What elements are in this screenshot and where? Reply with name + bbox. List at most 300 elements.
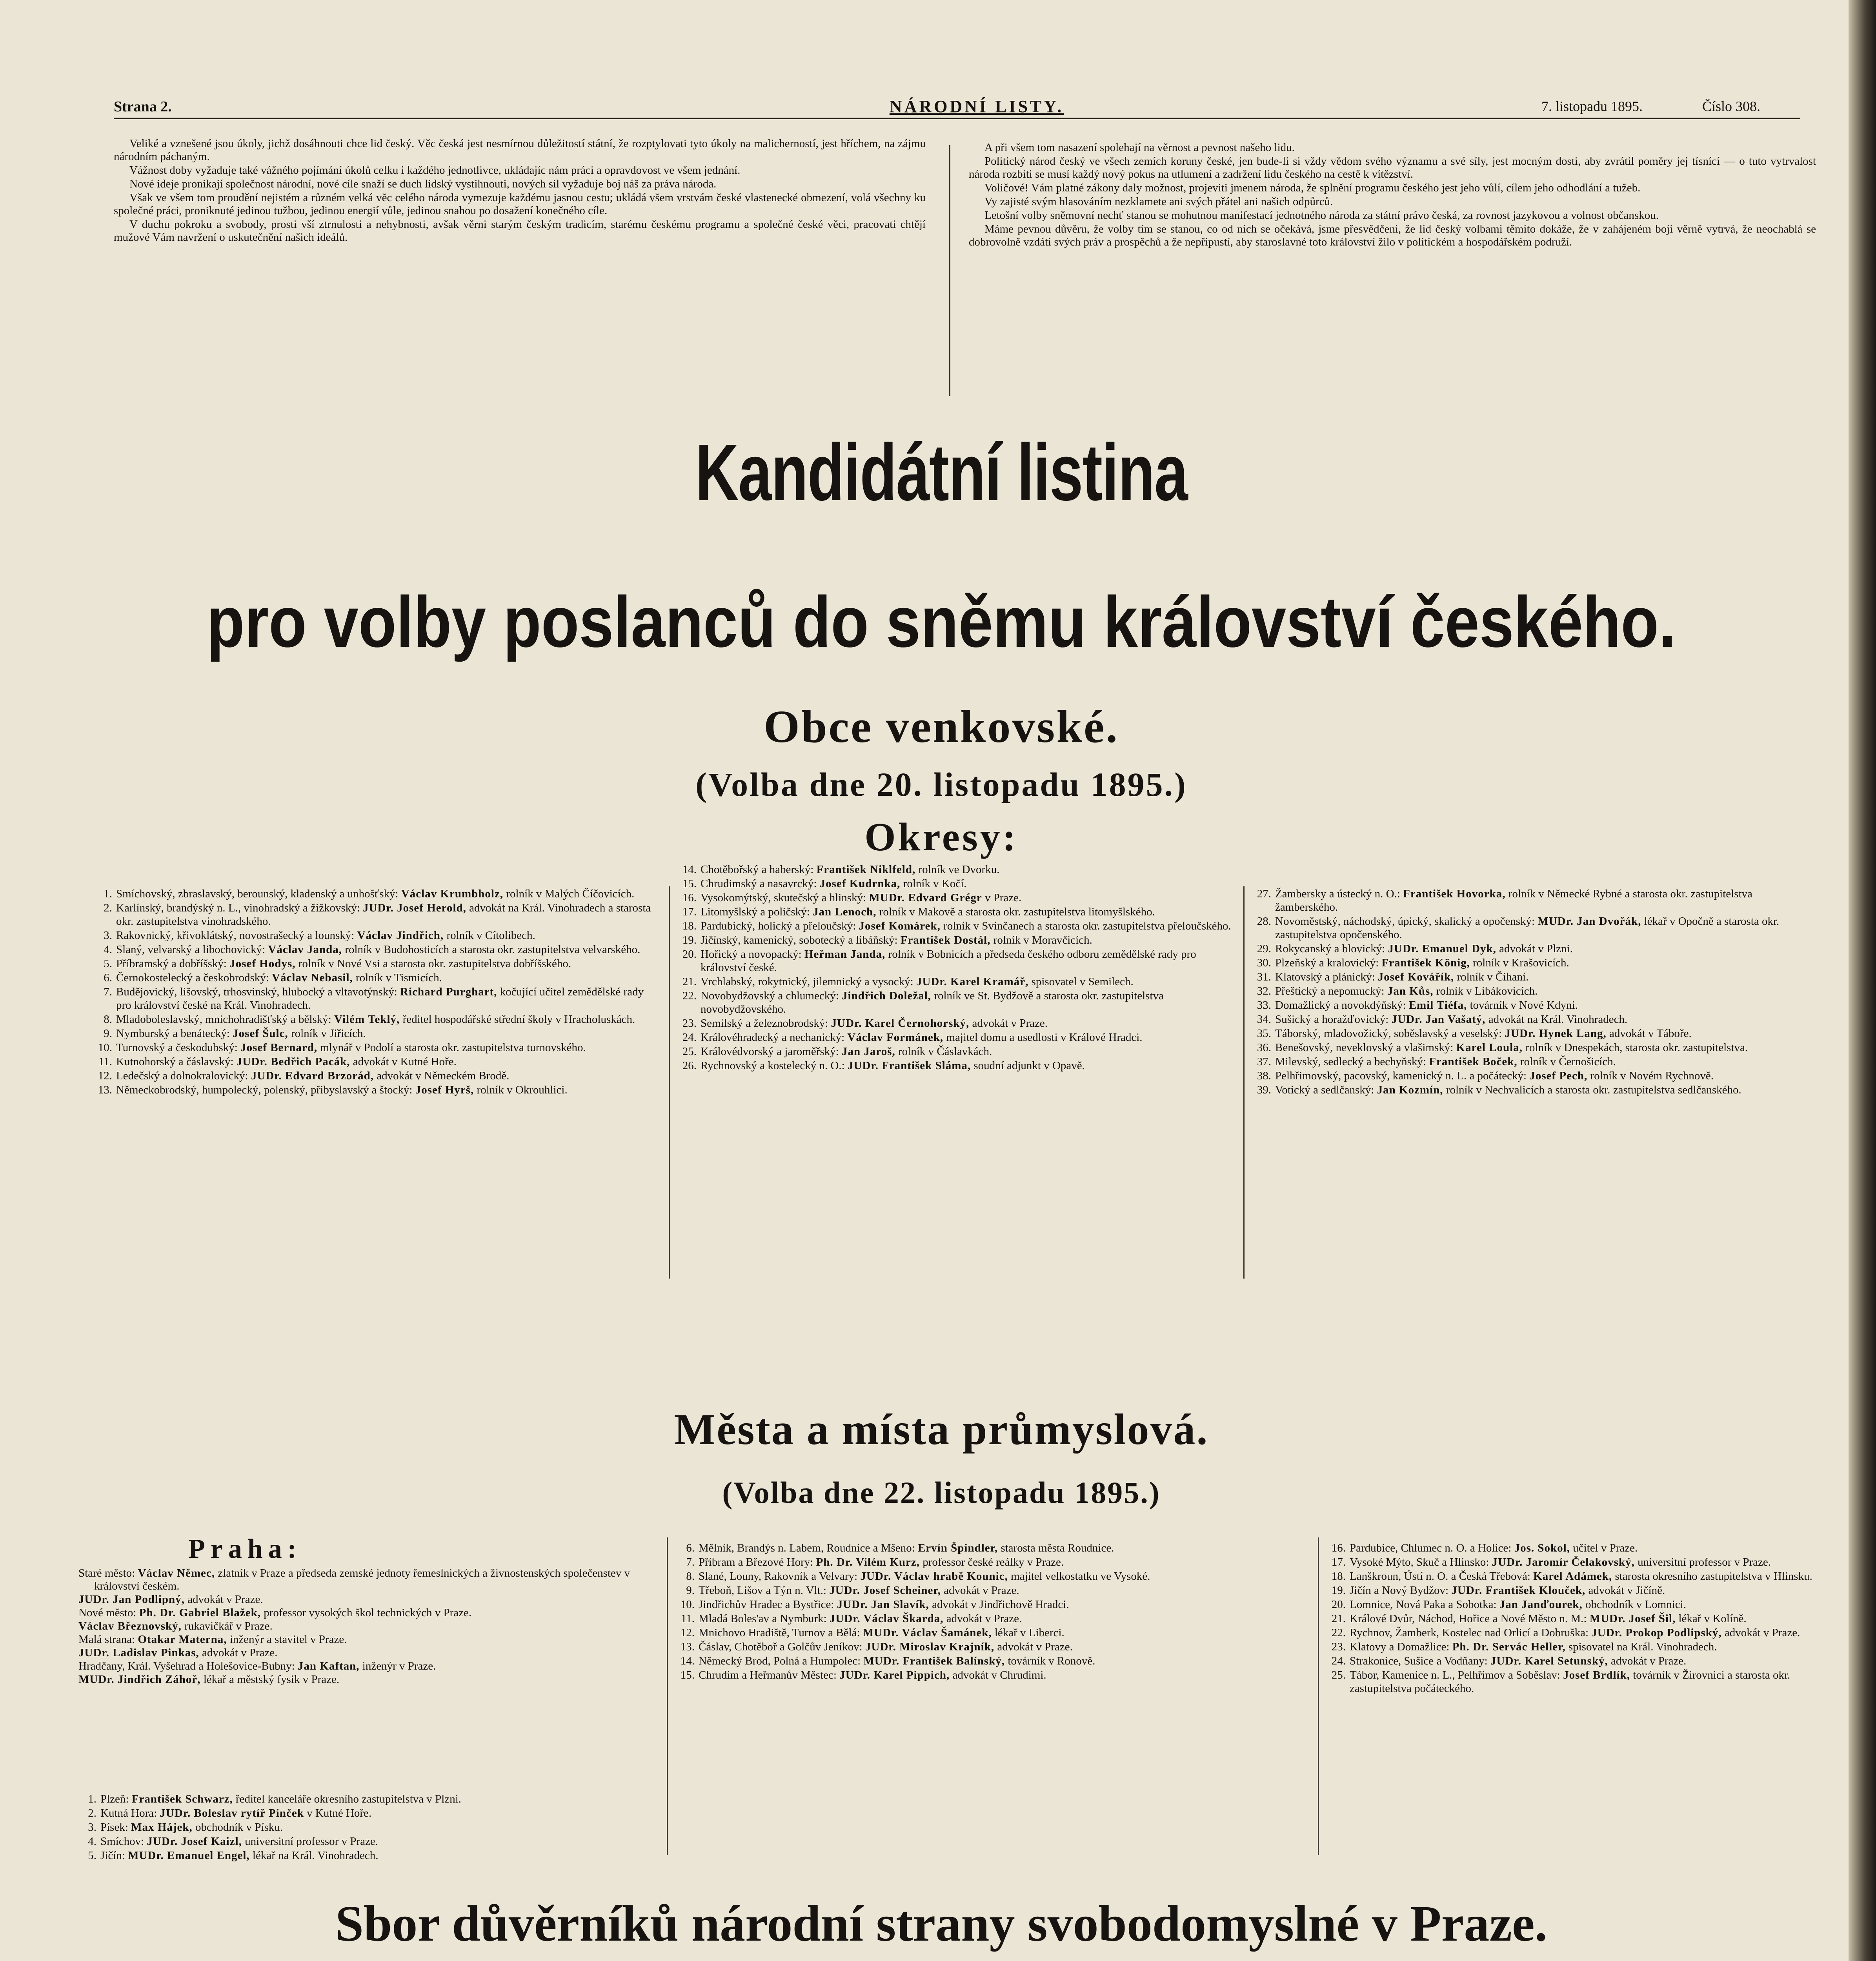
district-name: Žambersky a ústecký n. O.: (1275, 888, 1400, 900)
candidate-name: MUDr. Jan Dvořák, (1538, 915, 1641, 928)
district-name: Přeštický a nepomucký: (1275, 985, 1385, 997)
candidate-entry (78, 1567, 659, 1593)
entry-number: 22. (682, 990, 697, 1002)
urban-section-heading: Města a místa průmyslová. (674, 1405, 1209, 1454)
district-name: Sušický a horažďovický: (1275, 1013, 1389, 1026)
entry-number: 19. (682, 934, 697, 946)
district-name: Smíchov: (100, 1835, 144, 1848)
entry-number: 26. (682, 1059, 697, 1072)
district-name: Králové Dvůr, Náchod, Hořice a Nové Město n. M.: (1350, 1612, 1587, 1625)
candidate-occupation: rolník v Svinčanech a starosta okr. zastupitelstva přeloučského. (943, 920, 1231, 932)
candidate-entry (94, 971, 655, 984)
candidate-entry (78, 1620, 659, 1633)
district-name: Mladá Boles'av a Nymburk: (699, 1612, 827, 1625)
district-name: Malá strana: (78, 1633, 135, 1646)
candidate-name: František Boček, (1429, 1055, 1518, 1068)
entry-number: 7. (686, 1556, 695, 1568)
candidate-entry (679, 933, 1236, 947)
entry-number: 16. (1331, 1542, 1346, 1554)
candidate-entry (679, 877, 1236, 890)
candidate-entry (1328, 1555, 1818, 1569)
candidate-entry (679, 863, 1236, 876)
candidate-occupation: advokát v Praze. (946, 1612, 1022, 1625)
candidate-occupation: rolník v Novém Rychnově. (1590, 1070, 1714, 1082)
column-divider (949, 145, 950, 396)
candidate-name: JUDr. Bedřich Pacák, (236, 1055, 350, 1068)
district-name: Chrudim a Heřmanův Městec: (699, 1669, 837, 1681)
entry-number: 9. (104, 1027, 112, 1040)
candidate-entry (78, 1806, 659, 1820)
candidate-occupation: advokát v Jičíně. (1588, 1584, 1665, 1597)
entry-number: 14. (680, 1655, 695, 1667)
candidate-name: JUDr. Václav hrabě Kounic, (860, 1570, 1008, 1583)
rural-candidate-list-2 (679, 863, 1236, 1259)
district-name: Litomyšlský a poličský: (701, 906, 810, 918)
candidate-occupation: rolník v Nechvalicích a starosta okr. zastupitelstva sedlčanského. (1446, 1084, 1741, 1096)
candidate-occupation: rolník ve Dvorku. (918, 863, 1000, 876)
entry-number: 3. (104, 929, 112, 942)
district-name: Lanškroun, Ústí n. O. a Česká Třebová: (1350, 1570, 1530, 1583)
candidate-occupation: rolník v Moravčicích. (993, 934, 1092, 946)
district-name: Benešovský, neveklovský a vlašimský: (1275, 1041, 1454, 1054)
candidate-occupation: obchodník v Písku. (195, 1821, 283, 1834)
entry-number: 5. (88, 1849, 96, 1862)
district-name: Klatovský a plánický: (1275, 971, 1375, 983)
candidate-occupation: starosta okresního zastupitelstva v Hlinsku. (1615, 1570, 1812, 1583)
candidate-entry (677, 1612, 1308, 1625)
entry-number: 3. (88, 1821, 96, 1834)
district-name: Třeboň, Lišov a Týn n. Vlt.: (699, 1584, 826, 1597)
candidate-name: Václav Jindřich, (357, 929, 444, 942)
candidate-occupation: rolník v Libákovicích. (1436, 985, 1538, 997)
district-name: Strakonice, Sušice a Vodňany: (1350, 1655, 1488, 1667)
candidate-entry (1328, 1598, 1818, 1611)
candidate-occupation: kočující učitel zemědělské rady pro království české na Král. Vinohradech. (116, 986, 644, 1011)
candidate-entry (1328, 1541, 1818, 1555)
candidate-entry (1253, 1013, 1810, 1026)
candidate-occupation: lékař v Kolíně. (1678, 1612, 1747, 1625)
column-divider (669, 886, 670, 1279)
candidate-name: MUDr. Václav Šamánek, (862, 1626, 992, 1639)
candidate-entry (679, 1059, 1236, 1072)
candidate-occupation: v Kutné Hoře. (307, 1807, 372, 1819)
district-name: Ledečský a dolnokralovický: (116, 1070, 248, 1082)
candidate-occupation: rolník v Budohosticích a starosta okr. zastupitelstva velvarského. (345, 943, 640, 956)
candidate-entry (677, 1640, 1308, 1654)
candidate-name: Josef Bernard, (240, 1041, 318, 1054)
candidate-occupation: zlatník v Praze a předseda zemské jednoty řemeslnických a živnostenských společenstev v království českém. (94, 1567, 630, 1592)
entry-number: 12. (98, 1070, 112, 1082)
candidate-occupation: starosta města Roudnice. (1001, 1542, 1114, 1554)
candidate-name: Jan Lenoch, (812, 906, 877, 918)
candidate-name: Otakar Materna, (138, 1633, 227, 1646)
candidate-entry (1253, 999, 1810, 1012)
candidate-name: MUDr. Jindřich Záhoř, (78, 1673, 201, 1686)
entry-number: 21. (1331, 1612, 1346, 1625)
rural-section-heading: Obce venkovské. (764, 701, 1119, 752)
district-name: Královéhradecký a nechanický: (701, 1031, 845, 1044)
candidate-entry (1253, 1041, 1810, 1054)
candidate-name: JUDr. Karel Černohorský, (831, 1017, 970, 1030)
candidate-name: Jan Kůs, (1387, 985, 1434, 997)
candidate-name: Jan Janďourek, (1499, 1598, 1583, 1611)
candidate-name: Václav Janda, (268, 943, 342, 956)
district-name: Slané, Louny, Rakovník a Velvary: (699, 1570, 858, 1583)
candidate-name: JUDr. Josef Scheiner, (829, 1584, 941, 1597)
entry-number: 16. (682, 891, 697, 904)
candidate-name: Josef Komárek, (859, 920, 941, 932)
entry-number: 6. (104, 971, 112, 984)
candidate-name: MUDr. Edvard Grégr (869, 891, 982, 904)
entry-number: 15. (680, 1669, 695, 1681)
district-name: Hradčany, Král. Vyšehrad a Holešovice-Bubny: (78, 1660, 295, 1672)
candidate-occupation: ředitel hospodářské střední školy v Hracholuskách. (402, 1013, 635, 1026)
candidate-occupation: advokát v Praze. (1610, 1655, 1687, 1667)
signature-line: Sbor důvěrníků národní strany svobodomyslné v Praze. (335, 1896, 1548, 1952)
entry-number: 24. (682, 1031, 697, 1044)
district-name: Rokycanský a blovický: (1275, 942, 1385, 955)
district-name: Německý Brod, Polná a Humpolec: (699, 1655, 861, 1667)
masthead: NÁRODNÍ LISTY. (889, 97, 1064, 116)
candidate-entry (1253, 1069, 1810, 1082)
candidate-entry (78, 1849, 659, 1862)
candidate-entry (1253, 1055, 1810, 1068)
district-name: Chotěbořský a haberský: (701, 863, 814, 876)
candidate-entry (677, 1654, 1308, 1668)
district-name: Budějovický, lišovský, trhosvinský, hlubocký a vltavotýnský: (116, 986, 397, 998)
entry-number: 4. (104, 943, 112, 956)
page-title: Kandidátní listina (695, 427, 1188, 517)
candidate-name: MUDr. Emanuel Engel, (128, 1849, 250, 1862)
district-name: Karlínský, brandýský n. L., vinohradský a žižkovský: (116, 902, 360, 914)
candidate-name: Josef Kovářík, (1377, 971, 1454, 983)
candidate-occupation: advokát v Praze. (1724, 1626, 1800, 1639)
candidate-entry (677, 1626, 1308, 1639)
candidate-occupation: rolník v Cítolibech. (446, 929, 535, 942)
candidate-entry (679, 975, 1236, 988)
entry-number: 35. (1257, 1027, 1271, 1040)
candidate-occupation: advokát v Německém Brodě. (377, 1070, 509, 1082)
candidate-name: Václav Němec, (138, 1567, 215, 1579)
paragraph: Veliké a vznešené jsou úkoly, jichž dosáhnouti chce lid český. Věc česká jest nesmírnou důležitostí státní, že rozptylovati tyto úkoly na malicherností, jest hříchem, na zájmu národním páchaným. (114, 137, 926, 163)
candidate-occupation: spisovatel v Semilech. (1031, 975, 1134, 988)
entry-number: 4. (88, 1835, 96, 1848)
candidate-entry (1328, 1584, 1818, 1597)
candidate-occupation: advokát v Chrudimi. (952, 1669, 1046, 1681)
district-name: Vysoké Mýto, Skuč a Hlinsko: (1350, 1556, 1489, 1568)
candidate-entry (679, 989, 1236, 1016)
candidate-occupation: v Praze. (985, 891, 1022, 904)
entry-number: 21. (682, 975, 697, 988)
urban-candidate-list-1 (78, 1792, 659, 1910)
candidate-name: Josef Brdlík, (1563, 1669, 1630, 1681)
candidate-entry (677, 1598, 1308, 1611)
paragraph: Letošní volby sněmovní nechť stanou se mohutnou manifestací jednotného národa za státní právo česká, za rovnost jazykovou a volnost občanskou. (984, 209, 1659, 222)
candidate-name: Josef Hodys, (229, 957, 296, 970)
entry-number: 13. (98, 1084, 112, 1096)
candidate-occupation: advokát na Král. Vinohradech a starosta okr. zastupitelstva vinohradského. (116, 902, 651, 928)
candidate-entry (679, 948, 1236, 974)
entry-number: 34. (1257, 1013, 1271, 1026)
candidate-entry (78, 1633, 659, 1646)
entry-number: 8. (686, 1570, 695, 1583)
candidate-name: JUDr. Boleslav rytíř Pinček (160, 1807, 304, 1819)
candidate-occupation: lékař v Liberci. (994, 1626, 1064, 1639)
candidate-name: František König, (1381, 957, 1470, 969)
urban-candidate-list-3 (1328, 1541, 1818, 1863)
entry-number: 32. (1257, 985, 1271, 997)
entry-number: 36. (1257, 1041, 1271, 1054)
prague-candidate-list (78, 1567, 659, 1686)
candidate-occupation: rolník v Čáslavkách. (898, 1045, 992, 1058)
candidate-name: Václav Nebasil, (272, 971, 353, 984)
candidate-occupation: továrník v Nové Kdyni. (1470, 999, 1578, 1011)
candidate-name: JUDr. Karel Setunský, (1490, 1655, 1608, 1667)
candidate-entry (1253, 1083, 1810, 1097)
candidate-entry (1328, 1626, 1818, 1639)
candidate-occupation: učitel v Praze. (1573, 1542, 1638, 1554)
candidate-entry (1253, 956, 1810, 970)
entry-number: 33. (1257, 999, 1271, 1011)
candidate-name: JUDr. Hynek Lang, (1505, 1027, 1607, 1040)
district-name: Nové město: (78, 1606, 136, 1619)
candidate-occupation: obchodník v Lomnici. (1585, 1598, 1686, 1611)
candidate-entry (94, 887, 655, 900)
district-name: Turnovský a českodubský: (116, 1041, 238, 1054)
candidate-occupation: lékař v Opočně a starosta okr. zastupitelstva opočenského. (1275, 915, 1780, 941)
candidate-entry (78, 1835, 659, 1848)
rural-candidate-list-3 (1253, 887, 1810, 1283)
district-name: Rychnovský a kostelecký n. O.: (701, 1059, 845, 1072)
candidate-occupation: rolník ve St. Bydžově a starosta okr. zastupitelstva novobydžovského. (701, 990, 1164, 1015)
candidate-entry (1328, 1654, 1818, 1668)
candidate-name: JUDr. Josef Kaizl, (147, 1835, 242, 1848)
entry-number: 18. (1331, 1570, 1346, 1583)
candidate-name: Vilém Teklý, (334, 1013, 400, 1026)
candidate-occupation: továrník v Žirovnici a starosta okr. zastupitelstva počáteckého. (1350, 1669, 1790, 1695)
candidate-entry (677, 1555, 1308, 1569)
candidate-occupation: rolník v Kočí. (903, 877, 967, 890)
candidate-occupation: rolník v Bobnicích a předseda českého odboru zemědělské rady pro království české. (701, 948, 1196, 974)
entry-number: 11. (681, 1612, 695, 1625)
candidate-name: Ph. Dr. Gabriel Blažek, (139, 1606, 261, 1619)
paragraph: V duchu pokroku a svobody, prosti vší ztrnulosti a nehybnosti, avšak věrni starým českým tradicím, starému českému programu a společné české věci, pracovati chtějí mužové Vám navržení o uskutečnění našich ideálů. (114, 218, 926, 244)
candidate-entry (679, 905, 1236, 919)
candidate-entry (679, 1031, 1236, 1044)
issue-number: Číslo 308. (1702, 98, 1761, 114)
candidate-entry (1253, 984, 1810, 998)
entry-number: 9. (686, 1584, 695, 1597)
page-number: Strana 2. (114, 98, 172, 115)
district-name: Hořický a novopacký: (701, 948, 802, 960)
candidate-name: Václav Formánek, (847, 1031, 944, 1044)
candidate-occupation: rolník v Nové Vsi a starosta okr. zastupitelstva dobříšského. (298, 957, 571, 970)
candidate-occupation: rolník v Tismicích. (356, 971, 442, 984)
page-binding-edge (1849, 0, 1876, 1961)
candidate-name: JUDr. Emanuel Dyk, (1388, 942, 1496, 955)
district-name: Domažlický a novokdýňský: (1275, 999, 1406, 1011)
entry-number: 22. (1331, 1626, 1346, 1639)
candidate-entry (679, 919, 1236, 933)
entry-number: 23. (1331, 1641, 1346, 1653)
candidate-name: František Schwarz, (131, 1793, 233, 1805)
district-name: Tábor, Kamenice n. L., Pelhřimov a Soběslav: (1350, 1669, 1560, 1681)
district-name: Novobydžovský a chlumecký: (701, 990, 839, 1002)
candidate-name: František Niklfeld, (816, 863, 916, 876)
candidate-occupation: advokát v Praze. (944, 1584, 1019, 1597)
entry-number: 31. (1257, 971, 1271, 983)
candidate-name: Jindřich Doležal, (842, 990, 932, 1002)
entry-number: 39. (1257, 1084, 1271, 1096)
candidate-occupation: advokát v Praze. (187, 1593, 263, 1606)
issue-date: 7. listopadu 1895. (1541, 98, 1643, 114)
candidate-name: Josef Kudrnka, (819, 877, 901, 890)
entry-number: 28. (1257, 915, 1271, 928)
entry-number: 8. (104, 1013, 112, 1026)
district-name: Plzeňský a kralovický: (1275, 957, 1379, 969)
candidate-occupation: rolník v Makově a starosta okr. zastupitelstva litomyšlského. (879, 906, 1155, 918)
candidate-entry (94, 985, 655, 1012)
candidate-name: František Hovorka, (1403, 888, 1506, 900)
entry-number: 11. (98, 1055, 112, 1068)
candidate-entry (78, 1792, 659, 1806)
entry-number: 15. (682, 877, 697, 890)
paragraph: Nové ideje pronikají společnost národní, nové cíle snaží se duch lidský vystihnouti, nových sil vyžaduje boj náš za práva národa. (129, 178, 717, 190)
candidate-occupation: rolník v Černošicích. (1520, 1055, 1616, 1068)
candidate-entry (94, 1013, 655, 1026)
candidate-entry (1253, 887, 1810, 914)
district-name: Votický a sedlčanský: (1275, 1084, 1374, 1096)
candidate-entry (679, 1045, 1236, 1058)
district-name: Mělník, Brandýs n. Labem, Roudnice a Mšeno: (699, 1542, 915, 1554)
column-divider (1318, 1537, 1319, 1855)
candidate-name: Jos. Sokol, (1514, 1542, 1570, 1554)
district-name: Klatovy a Domažlice: (1350, 1641, 1450, 1653)
entry-number: 10. (98, 1041, 112, 1054)
district-name: Černokostelecký a českobrodský: (116, 971, 269, 984)
candidate-occupation: advokát v Praze. (202, 1646, 278, 1659)
candidate-entry (1253, 1027, 1810, 1040)
candidate-entry (1328, 1668, 1818, 1695)
column-divider (667, 1537, 668, 1855)
candidate-name: JUDr. Miroslav Krajník, (865, 1641, 995, 1653)
candidate-entry (78, 1606, 659, 1619)
candidate-occupation: advokát v Praze. (997, 1641, 1073, 1653)
candidate-entry (94, 1041, 655, 1054)
paragraph: Máme pevnou důvěru, že volby tím se stanou, co od nich se očekává, jsme přesvědčeni, že lid český volbami těmito dokáže, že v zahájeném boji věrně vytrvá, že neochablá se dobrovolně vzdáti svých práv a prospěchů a že nepřipustí, aby staroslavné toto království žilo v politickém a hospodářském podruží. (969, 223, 1816, 248)
district-name: Pelhřimovský, pacovský, kamenický n. L. a počátecký: (1275, 1070, 1527, 1082)
entry-number: 23. (682, 1017, 697, 1030)
candidate-occupation: rukavičkář v Praze. (184, 1620, 273, 1632)
district-name: Pardubice, Chlumec n. O. a Holice: (1350, 1542, 1512, 1554)
rural-candidate-list-1 (94, 887, 655, 1283)
paragraph: Vážnost doby vyžaduje také vážného pojímání úkolů celku i každého jednotlivce, ukládajíc nám práci a opravdovost ve všem jednání. (129, 164, 741, 176)
candidate-occupation: rolník v Dnespekách, starosta okr. zastupitelstva. (1525, 1041, 1748, 1054)
candidate-entry (94, 1055, 655, 1068)
candidate-occupation: soudní adjunkt v Opavě. (973, 1059, 1085, 1072)
candidate-entry (677, 1570, 1308, 1583)
entry-number: 18. (682, 920, 697, 932)
candidate-name: Emil Tiéfa, (1408, 999, 1467, 1011)
candidate-entry (94, 1083, 655, 1097)
candidate-occupation: advokát v Jindřichově Hradci. (932, 1598, 1069, 1611)
candidate-name: Jan Kozmín, (1377, 1084, 1443, 1096)
candidate-occupation: advokát v Táboře. (1609, 1027, 1692, 1040)
candidate-name: Karel Loula, (1456, 1041, 1523, 1054)
candidate-entry (94, 1027, 655, 1040)
district-name: Slaný, velvarský a libochovický: (116, 943, 266, 956)
district-name: Mnichovo Hradiště, Turnov a Bělá: (699, 1626, 860, 1639)
candidate-entry (677, 1584, 1308, 1597)
appeal-text-left (114, 137, 926, 388)
candidate-entry (94, 943, 655, 956)
entry-number: 14. (682, 863, 697, 876)
districts-heading: Okresy: (864, 815, 1018, 859)
district-name: Jičínský, kamenický, sobotecký a libáňský: (701, 934, 898, 946)
candidate-entry (1328, 1570, 1818, 1583)
candidate-entry (1253, 970, 1810, 984)
candidate-name: MUDr. František Balínský, (863, 1655, 1005, 1667)
rural-election-date: (Volba dne 20. listopadu 1895.) (695, 766, 1187, 803)
district-name: Táborský, mladovožický, soběslavský a veselský: (1275, 1027, 1502, 1040)
district-name: Vrchlabský, rokytnický, jilemnický a vysocký: (701, 975, 913, 988)
entry-number: 27. (1257, 888, 1271, 900)
district-name: Novoměstský, náchodský, úpický, skalický a opočenský: (1275, 915, 1535, 928)
candidate-entry (1328, 1612, 1818, 1625)
entry-number: 37. (1257, 1055, 1271, 1068)
candidate-name: JUDr. Ladislav Pinkas, (78, 1646, 199, 1659)
candidate-entry (677, 1541, 1308, 1555)
entry-number: 30. (1257, 957, 1271, 969)
candidate-name: Ph. Dr. Vilém Kurz, (816, 1556, 920, 1568)
candidate-occupation: rolník v Malých Číčovicích. (506, 888, 635, 900)
district-name: Jičín a Nový Bydžov: (1350, 1584, 1449, 1597)
candidate-name: Josef Šulc, (233, 1027, 288, 1040)
candidate-occupation: lékař a městský fysik v Praze. (203, 1673, 340, 1686)
district-name: Královédvorský a jaroměřský: (701, 1045, 839, 1058)
candidate-occupation: universitní professor v Praze. (1638, 1556, 1771, 1568)
candidate-occupation: rolník v Jiřicích. (291, 1027, 366, 1040)
district-name: Rakovnický, křivoklátský, novostrašecký a lounský: (116, 929, 355, 942)
candidate-name: Ph. Dr. Servác Heller, (1452, 1641, 1566, 1653)
candidate-entry (78, 1646, 659, 1659)
paragraph: Politický národ český ve všech zemích koruny české, jen bude-li si vždy vědom svého významu a své síly, jest mocným dosti, aby zvrátil poměry jej tísnící — o tuto vytrvalost národa rozbiti se musí každý nový pokus na utlumení a zadržení lidu českého na cestě k vítězství. (969, 155, 1816, 180)
candidate-occupation: advokát na Král. Vinohradech. (1488, 1013, 1628, 1026)
candidate-entry (94, 901, 655, 928)
candidate-occupation: advokát v Kutné Hoře. (353, 1055, 457, 1068)
candidate-name: JUDr. Václav Škarda, (829, 1612, 944, 1625)
district-name: Lomnice, Nová Paka a Sobotka: (1350, 1598, 1497, 1611)
candidate-name: Václav Krumbholz, (401, 888, 504, 900)
prague-heading: Praha: (188, 1534, 302, 1564)
entry-number: 2. (88, 1807, 96, 1819)
district-name: Milevský, sedlecký a bechyňský: (1275, 1055, 1426, 1068)
candidate-entry (78, 1821, 659, 1834)
candidate-name: Josef Hyrš, (415, 1084, 474, 1096)
candidate-name: JUDr. Karel Kramář, (916, 975, 1029, 988)
district-name: Německobrodský, humpolecký, polenský, přibyslavský a štocký: (116, 1084, 413, 1096)
paragraph: Vy zajisté svým hlasováním nezklamete ani svých přátel ani našich odpůrců. (984, 195, 1333, 208)
candidate-occupation: majitel velkostatku ve Vysoké. (1011, 1570, 1150, 1583)
candidate-occupation: advokát v Plzni. (1499, 942, 1573, 955)
entry-number: 17. (1331, 1556, 1346, 1568)
paragraph: Však ve všem tom proudění nejistém a různém velká věc celého národa vymezuje každému jasnou cestu; ukládá všem vrstvám české vlastenecké obmezení, volá všechny ku společné práci, proniknuté jedinou tužbou, jedinou energií vůle, jedinou snahou po dosažení konečného cíle. (114, 191, 926, 217)
district-name: Kutnohorský a čáslavský: (116, 1055, 234, 1068)
candidate-name: JUDr. Karel Pippich, (839, 1669, 950, 1681)
urban-candidate-list-2 (677, 1541, 1308, 1863)
candidate-occupation: mlynář v Podolí a starosta okr. zastupitelstva turnovského. (320, 1041, 586, 1054)
district-name: Pardubický, holický a přeloučský: (701, 920, 856, 932)
